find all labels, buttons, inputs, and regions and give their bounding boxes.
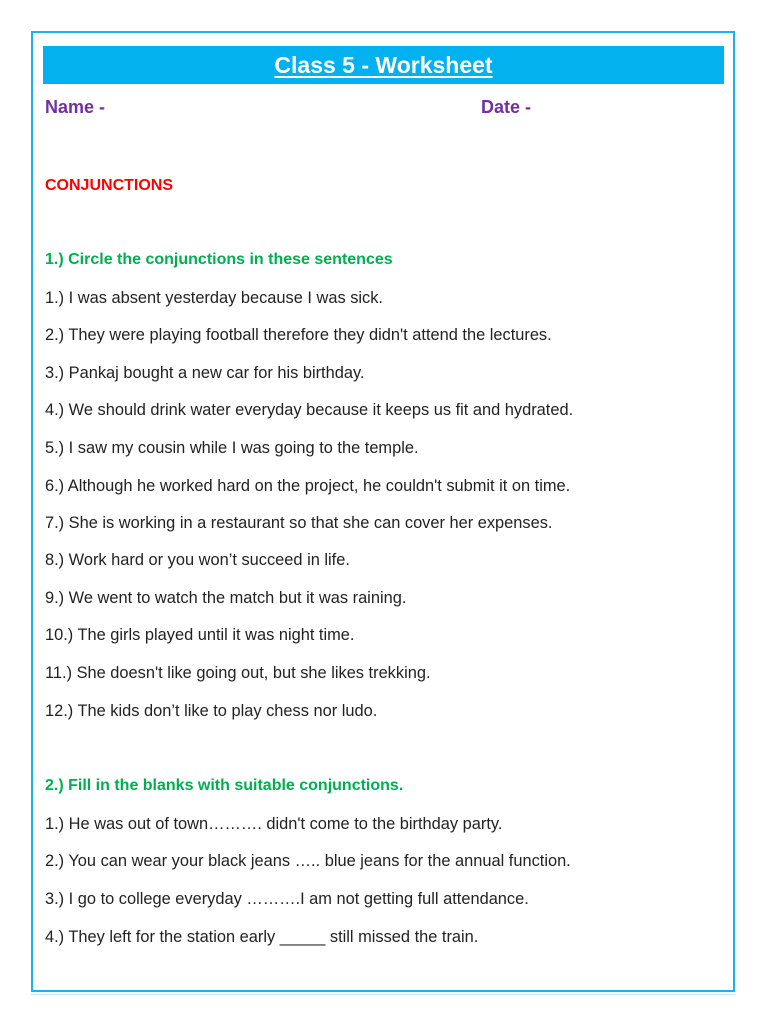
name-label: Name - [45,97,106,117]
section2-item: 3.) I go to college everyday ……….I am not getting full attendance. [45,890,529,908]
section2-item: 4.) They left for the station early _____ still missed the train. [45,928,479,946]
section2-item: 1.) He was out of town………. didn't come to the birthday party. [45,815,503,833]
section2-item: 2.) You can wear your black jeans ….. blue jeans for the annual function. [45,852,571,870]
section1-item: 10.) The girls played until it was night time. [45,626,355,644]
topic-heading: CONJUNCTIONS [45,177,174,194]
date-label: Date - [481,97,532,117]
section1-heading: 1.) Circle the conjunctions in these sentences [45,251,393,268]
section1-item: 9.) We went to watch the match but it was raining. [45,589,407,607]
section1-item: 11.) She doesn't like going out, but she likes trekking. [45,664,431,682]
page-frame [31,31,735,992]
title-bar [43,46,724,84]
worksheet-title: Class 5 - Worksheet [274,51,493,78]
section2-heading: 2.) Fill in the blanks with suitable conjunctions. [45,777,404,794]
section1-item: 8.) Work hard or you won’t succeed in life. [45,551,350,569]
section1-item: 1.) I was absent yesterday because I was sick. [45,289,383,307]
section1-item: 5.) I saw my cousin while I was going to the temple. [45,439,419,457]
bottom-rule [31,994,735,995]
section1-item: 7.) She is working in a restaurant so that she can cover her expenses. [45,514,553,532]
section1-item: 4.) We should drink water everyday because it keeps us fit and hydrated. [45,401,574,419]
section1-item: 6.) Although he worked hard on the project, he couldn't submit it on time. [45,477,571,495]
section1-item: 12.) The kids don’t like to play chess nor ludo. [45,702,378,720]
section1-item: 2.) They were playing football therefore they didn't attend the lectures. [45,326,552,344]
section1-item: 3.) Pankaj bought a new car for his birthday. [45,364,365,382]
